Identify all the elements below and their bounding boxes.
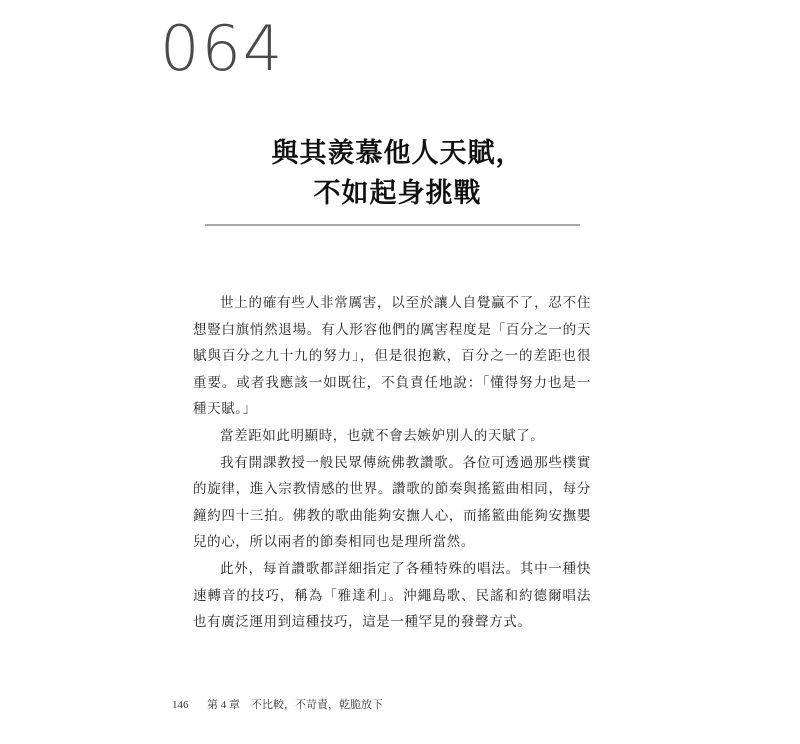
paragraph: 當差距如此明顯時，也就不會去嫉妒別人的天賦了。	[220, 427, 545, 444]
paragraph: 此外，每首讚歌都詳細指定了各種特殊的唱法。其中一種快速轉音的技巧，稱為「雅達利」。沖繩島歌、民謠和約德爾唱法也有廣泛運用到這種技巧，這是一種罕見的發聲方式。	[193, 560, 591, 631]
title-line-1: 與其羨慕他人天賦，	[271, 138, 524, 169]
chapter-number: 064	[160, 12, 285, 85]
page-number: 146	[172, 699, 189, 711]
paragraph: 我有開課教授一般民眾傳統佛教讚歌。各位可透過那些樸實的旋律，進入宗教情感的世界。讚歌的節奏與搖籃曲相同，每分鐘約四十三拍。佛教的歌曲能夠安撫人心，而搖籃曲能夠安撫嬰兒的心，所以兩者的節奏相同也是理所當然。	[193, 454, 591, 551]
body-text	[193, 290, 591, 636]
paragraph: 世上的確有些人非常厲害，以至於讓人自覺贏不了，忍不住想豎白旗悄然退場。有人形容他們的厲害程度是「百分之一的天賦與百分之九十九的努力」，但是很抱歉，百分之一的差距也很重要。或者我應該一如既往，不負責任地說：「懂得努力也是一種天賦。」	[193, 295, 591, 418]
title-divider	[205, 224, 580, 226]
title-line-2: 不如起身挑戰	[313, 178, 482, 209]
running-head: 第 4 章 不比較，不苛責，乾脆放下	[207, 699, 383, 711]
